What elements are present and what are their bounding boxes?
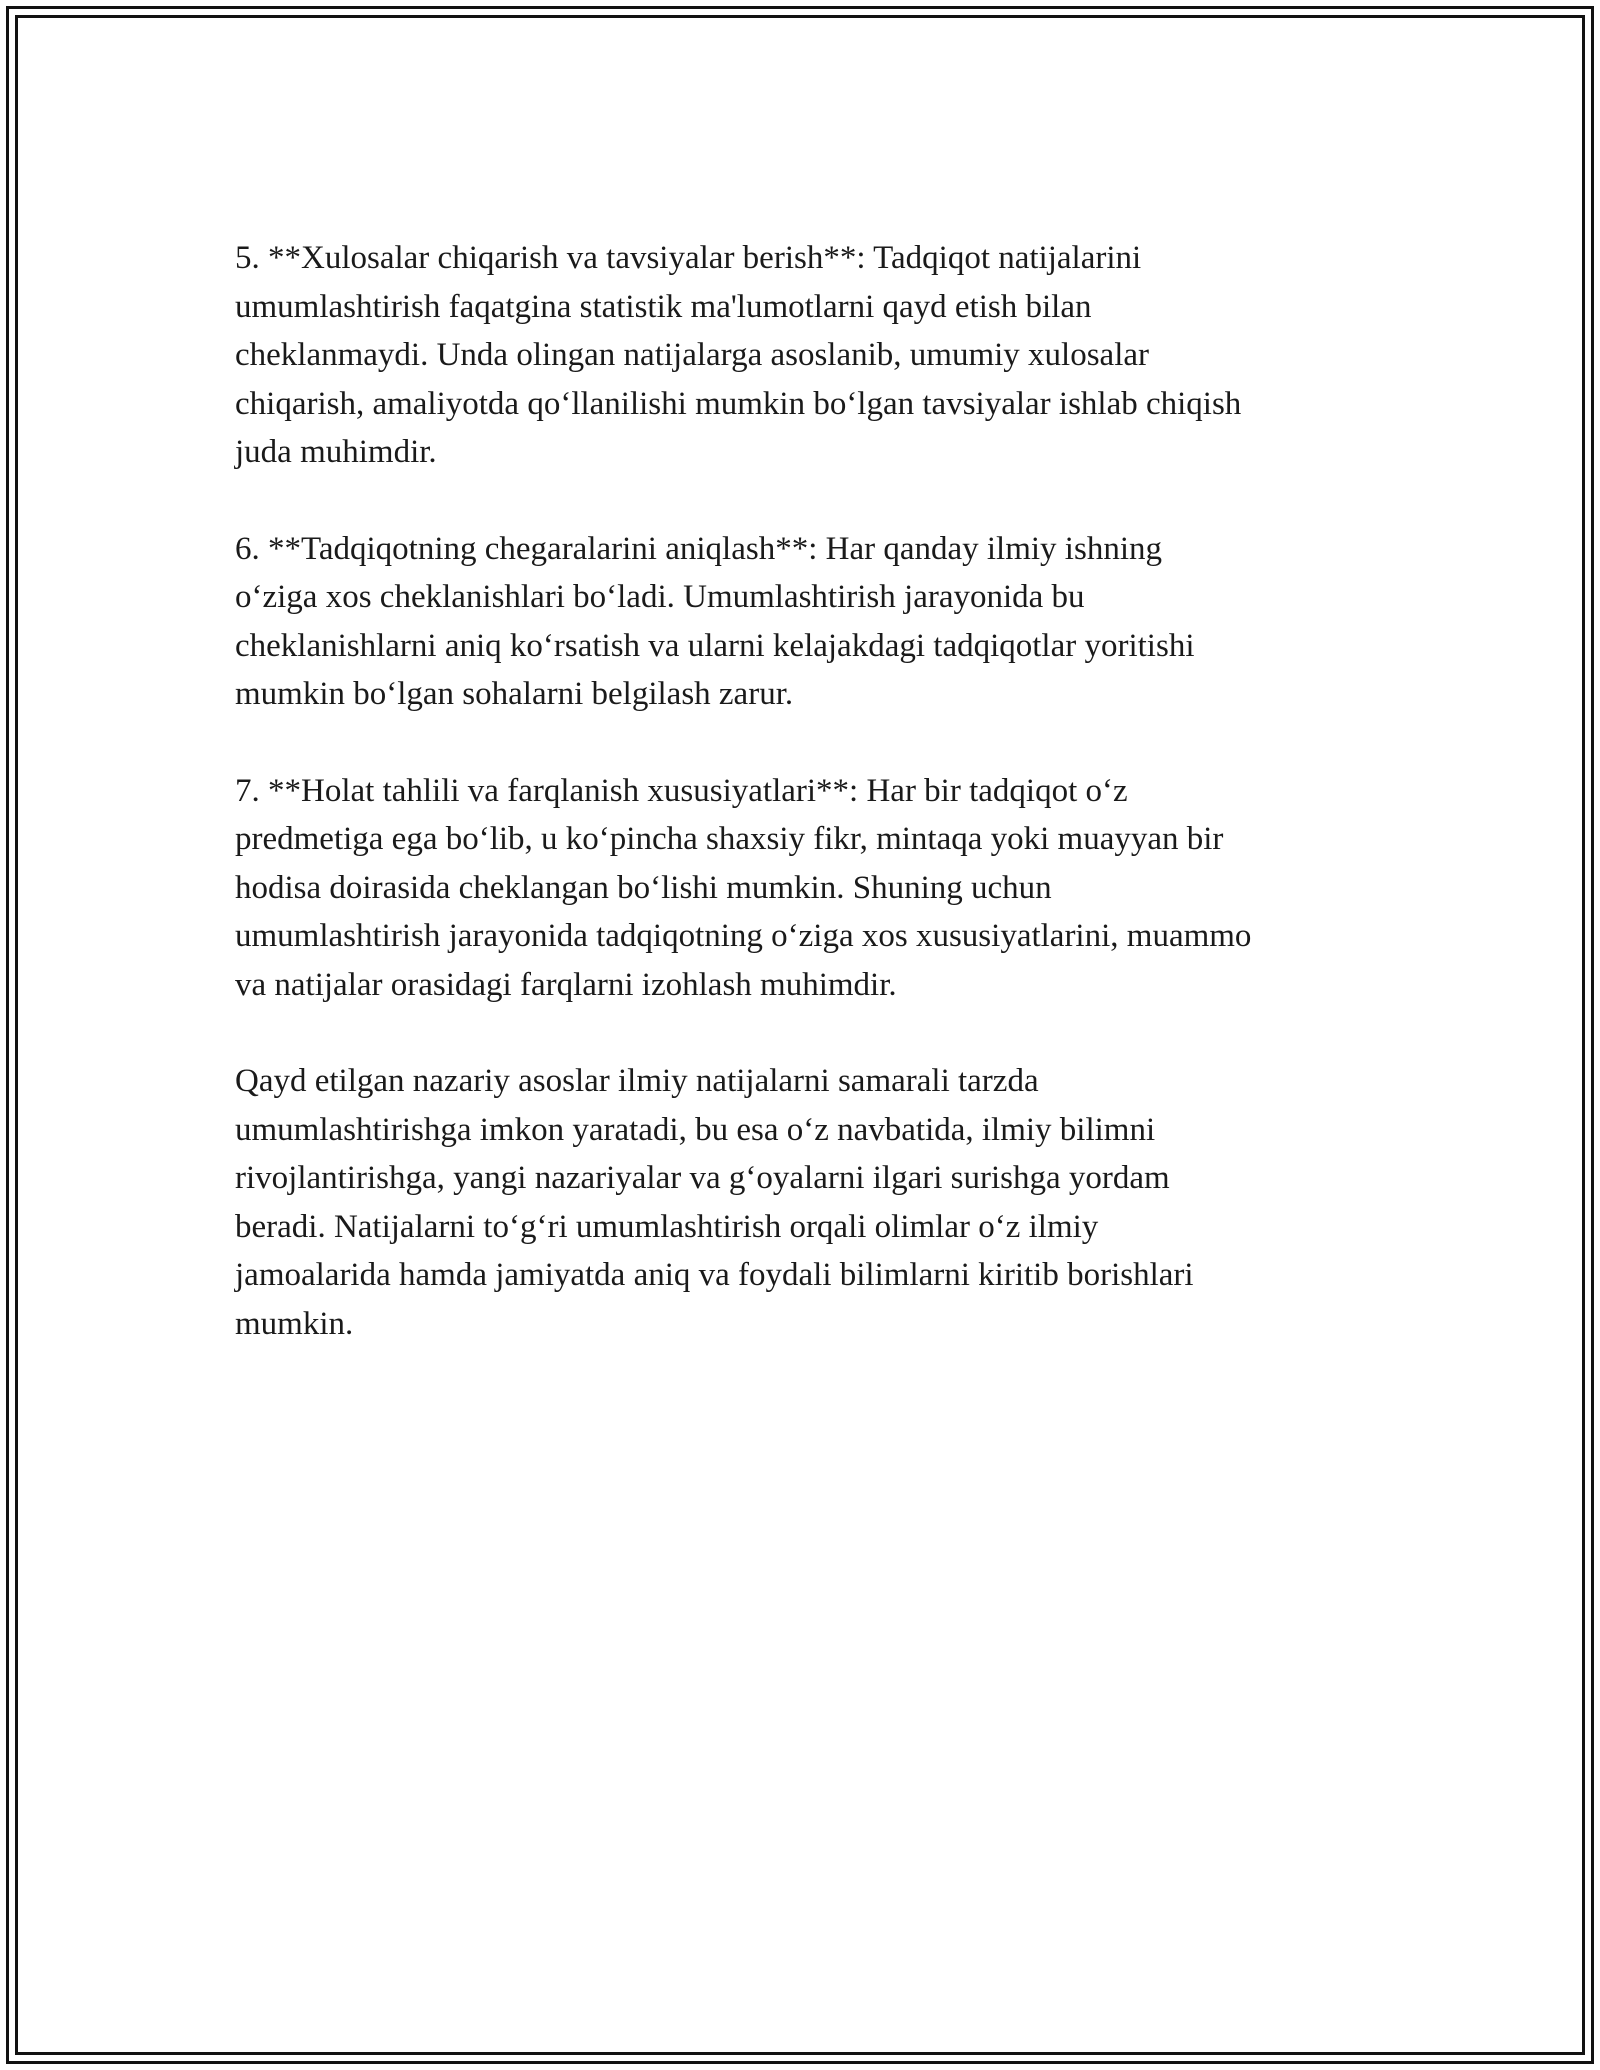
paragraph-item-7: 7. **Holat tahlili va farqlanish xususiyatlari**: Har bir tadqiqot o‘z predmetiga ega bo‘lib, u ko‘pincha shaxsiy fikr, mintaqa yoki muayyan bir hodisa doirasida cheklangan bo‘lishi mumkin. Shuning uchun umumlashtirish jarayonida tadqiqotning o‘ziga xos xususiyatlarini, muammo va natijalar orasidagi farqlarni izohlash muhimdir. (235, 772, 1252, 1003)
document-body (235, 234, 1375, 1396)
paragraph-item-6: 6. **Tadqiqotning chegaralarini aniqlash**: Har qanday ilmiy ishning o‘ziga xos cheklanishlari bo‘ladi. Umumlashtirish jarayonida bu cheklanishlarni aniq ko‘rsatish va ularni kelajakdagi tadqiqotlar yoritishi mumkin bo‘lgan sohalarni belgilash zarur. (235, 530, 1195, 712)
paragraph-item-5: 5. **Xulosalar chiqarish va tavsiyalar berish**: Tadqiqot natijalarini umumlashtirish faqatgina statistik ma'lumotlarni qayd etish bilan cheklanmaydi. Unda olingan natijalarga asoslanib, umumiy xulosalar chiqarish, amaliyotda qo‘llanilishi mumkin bo‘lgan tavsiyalar ishlab chiqish juda muhimdir. (235, 240, 1242, 470)
paragraph-conclusion: Qayd etilgan nazariy asoslar ilmiy natijalarni samarali tarzda umumlashtirishga imkon yaratadi, bu esa o‘z navbatida, ilmiy bilimni rivojlantirishga, yangi nazariyalar va g‘oyalarni ilgari surishga yordam beradi. Natijalarni to‘g‘ri umumlashtirish orqali olimlar o‘z ilmiy jamoalarida hamda jamiyatda aniq va foydali bilimlarni kiritib borishlari mumkin. (235, 1063, 1194, 1342)
